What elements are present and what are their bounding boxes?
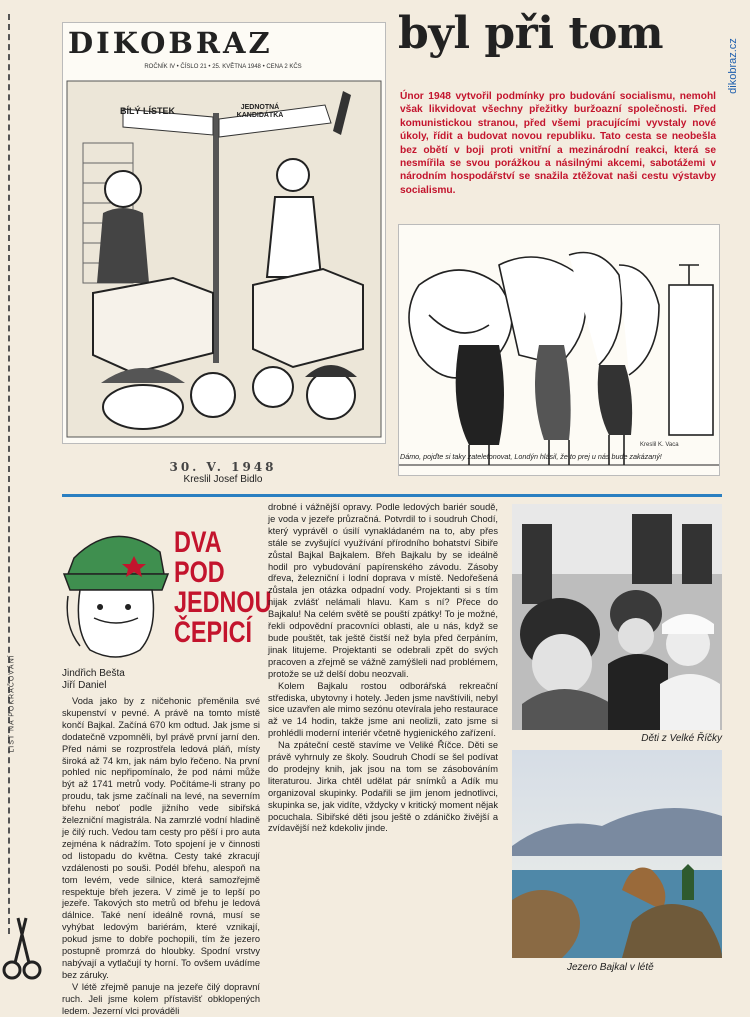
article-column-2 xyxy=(268,502,498,835)
cartoon-date: 30. V. 1948 xyxy=(169,460,277,474)
photo-children xyxy=(512,504,722,730)
heading-line: JEDNOU xyxy=(174,586,272,619)
intro-text: Únor 1948 vytvořil podmínky pro budování socialismu, nemohl však likvidovat všechny přežitky buržoazní společnosti. Před komunistickou stranou, před všemi pracujícími vyvstaly nové úkoly, řídit a budovat novou republiku. Tato cesta se neobešla bez obětí v boji proti vnitřní a mezinárodní reakci, která se nesmířila se svou porážkou a násilnými akcemi, sabotážemi v národním hospodářství se snažila ztěžovat naši cestu výstavby socialismu. xyxy=(400,91,716,196)
photo2-caption: Jezero Bajkal v létě xyxy=(567,962,654,973)
heading-line: POD xyxy=(174,556,225,589)
photo-lake-baikal xyxy=(512,750,722,958)
soldier-portrait-drawing xyxy=(60,518,172,662)
paragraph: V létě zřejmě panuje na jezeře čilý dopravní ruch. Jeli jsme kolem přístavišť obklopených ledem. Jezerní vlci prováděli xyxy=(62,981,260,1016)
scissors-icon xyxy=(0,912,44,982)
masthead: DIKOBRAZ xyxy=(68,26,273,60)
author-name: Jindřich Bešta xyxy=(62,668,125,679)
masthead-subline: ROČNÍK IV • ČÍSLO 21 • 25. KVĚTNA 1948 • CENA 2 KČS xyxy=(144,64,302,70)
photo-lake-image xyxy=(512,750,722,958)
photo-children-image xyxy=(512,504,722,730)
authors xyxy=(62,668,125,692)
cartoon2-credit: Kreslil K. Vaca xyxy=(640,442,679,448)
heading-line: DVA xyxy=(174,526,222,559)
sign-jednotna-kandidatka: JEDNOTNÁ KANDIDÁTKA xyxy=(236,104,284,119)
paragraph: Kolem Bajkalu rostou odborářská rekreační střediska, ubytovny i hotely. Jeden jsme navštívili, nebyl sice uzavřen ale mimo sezónu otevírala jeho restaurace až ve 14 hodin, takže jsme ani neolizli, zato jsme si prohlédli moderní interiér včetně hygienického zařízení. xyxy=(268,680,498,739)
photo1-caption: Děti z Velké Říčky xyxy=(641,733,722,744)
paragraph: drobné i vážnější opravy. Podle ledových bariér soudě, je voda v jezeře průzračná. Potvrdil to i soudruh Chodí, který vyprávěl o úsilí vynakládaném na to, aby přes stále se zvyšující využívání přírodního bohatství Sibiře zůstal Bajkal Bajkalem. Břeh Bajkalu by se ideálně hodil pro vybudování papírenského závodu. Zásoby dřeva, železniční i lodní doprava v místě. Nedořešená zůstala jen otázka odpadní vody. Projektanti si s tím nijak zvlášť nelámali hlavu. Kam s ní? Přece do Bajkalu! Na celém světě se pouští zpátky! To je možné, řekli odpovědní pracovníci oblasti, ale u nás, když se bude pouštět, tak ještě čistší než byla před čerpáním, jinak litujeme. Projektanti se odebrali zpět do svých pracoven a zřejmě se vážně zamýšleli nad problémem, protože se už delší dobu neozvali. xyxy=(268,502,498,679)
page-title: byl při tom xyxy=(398,8,664,59)
author-name: Jiří Daniel xyxy=(62,680,107,691)
strip-label: LIST NA POKRAČOVÁNÍ xyxy=(8,654,16,753)
paragraph: Voda jako by z ničehonic přeměnila své skupenství v pevné. A právě na tomto místě končí Bajkal. Začíná 670 km odtud. Jak jsme si dodatečně vzpomněli, byl právě první jarní den. Před námi se rozprostřela ledová pláň, místy široká až 74 km, jak nám bylo řečeno. Na první pohled nic nepřipomínalo, že pod námi může být až 1741 metrů vody. Počítáme-li strany po proudu, tak jsme začínali na levé, na severním břehu neboť podle jižního vede sibiřská železniční magistrála. Na zamrzlé vodní hladině je čilý ruch. Vedou tam cesty pro pěší i pro auta zejména k nádražím. Toto spojení je v činnosti od listopadu do května. Cesty také zkracují vzdálenosti po souši. Podél břehu, alespoň na tom levém, vede silnice, která samozřejmě respektuje břeh jezera. V zimě je to lepší po jezeře. Takových sto metrů od břehu je ledová dálnice. Také není ideálně rovná, musí se vyhýbat ledovým bariérám, které vznikají, pokud jsme to dobře pochopili, tím že jezero postupně promrzá do hloubky. Spodní vrstvy nabývají a vytlačují ty horní. To ovšem uvádíme bez záruky. xyxy=(62,696,260,980)
section-divider xyxy=(62,494,722,497)
cartoon-vaca-drawing xyxy=(399,225,719,475)
article-column-1 xyxy=(62,696,260,1017)
paragraph: Na zpáteční cestě stavíme ve Veliké Říčce. Děti se právě vyhrnuly ze školy. Soudruh Chodí se šel podívat do prodejny knih, jak jsou na tom se zásobováním literaturou. Jirka chtěl udělat pár snímků a Adík mu organizoval skupinky. Podařili se jim jenom jednotlivci, skupinka se, jak vidíte, vždycky v kritický moment nějak pocuchala. Sibiřské děti jsou ještě o zdáničko živější a zvídavější než kdekoliv jinde. xyxy=(268,740,498,834)
cartoon-vaca xyxy=(398,224,720,476)
cartoon-bidlo xyxy=(62,22,386,444)
heading-line: ČEPICÍ xyxy=(174,616,253,649)
cartoon1-credit: Kreslil Josef Bidlo xyxy=(183,474,263,485)
cartoon2-caption: Dámo, pojďte si taky zatelefonovat, Londýn hlásil, že to prej u nás bude zakázaný! xyxy=(400,452,662,461)
cut-line xyxy=(8,14,10,934)
site-label: dikobraz.cz xyxy=(727,38,739,94)
sign-bily-listek: BÍLÝ LÍSTEK xyxy=(120,106,176,116)
cartoon-bidlo-drawing xyxy=(63,23,385,443)
article-heading xyxy=(174,528,272,648)
